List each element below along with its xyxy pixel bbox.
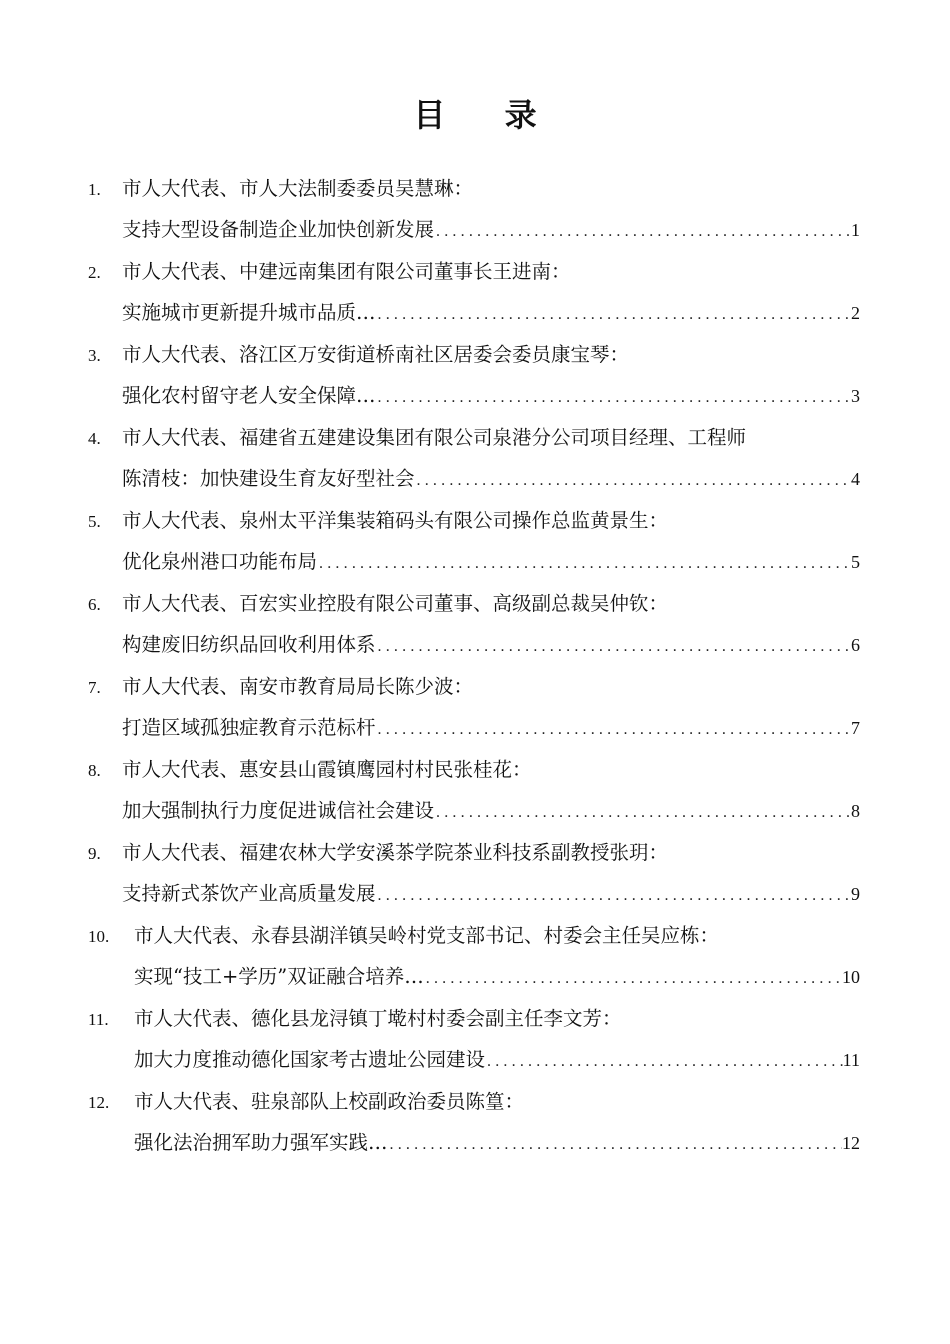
toc-entry-10[interactable]: [88, 915, 860, 998]
dot-leader: [317, 543, 851, 584]
entry-heading: 市人大代表、驻泉部队上校副政治委员陈篁：: [134, 1090, 525, 1113]
toc-entry-7[interactable]: [88, 666, 860, 749]
toc-entry-5[interactable]: [88, 500, 860, 583]
dot-leader: [376, 875, 851, 916]
entry-subtitle: 强化农村留守老人安全保障…: [122, 384, 376, 407]
entry-subtitle: 支持大型设备制造企业加快创新发展: [122, 218, 435, 241]
dot-leader: [424, 958, 842, 999]
dot-leader: [376, 294, 851, 335]
entry-page-number: 2: [851, 303, 860, 323]
entry-subtitle: 优化泉州港口功能布局: [122, 550, 318, 573]
entry-number: 2.: [88, 263, 101, 282]
dot-leader: [376, 626, 851, 667]
entry-page-number: 7: [851, 718, 860, 738]
entry-subtitle: 支持新式茶饮产业高质量发展: [122, 882, 376, 905]
entry-heading: 市人大代表、福建省五建建设集团有限公司泉港分公司项目经理、工程师: [122, 426, 747, 449]
toc-entry-12[interactable]: [88, 1081, 860, 1164]
entry-heading: 市人大代表、南安市教育局局长陈少波：: [122, 675, 474, 698]
entry-heading: 市人大代表、市人大法制委委员吴慧琳：: [122, 177, 474, 200]
entry-heading: 市人大代表、洛江区万安街道桥南社区居委会委员康宝琴：: [122, 343, 630, 366]
entry-number: 11.: [88, 1010, 109, 1029]
entry-heading: 市人大代表、惠安县山霞镇鹰园村村民张桂花：: [122, 758, 532, 781]
toc-entry-11[interactable]: [88, 998, 860, 1081]
entry-heading: 市人大代表、福建农林大学安溪茶学院茶业科技系副教授张玥：: [122, 841, 669, 864]
toc-entry-3[interactable]: [88, 334, 860, 417]
dot-leader: [376, 709, 851, 750]
entry-heading: 市人大代表、泉州太平洋集装箱码头有限公司操作总监黄景生：: [122, 509, 669, 532]
toc-entry-8[interactable]: [88, 749, 860, 832]
page-title: 目 录: [413, 96, 561, 134]
toc-entry-6[interactable]: [88, 583, 860, 666]
entry-heading: 市人大代表、德化县龙浔镇丁墘村村委会副主任李文芳：: [134, 1007, 622, 1030]
entry-subtitle: 加大强制执行力度促进诚信社会建设: [122, 799, 435, 822]
entry-page-number: 10: [842, 967, 860, 987]
toc-entry-2[interactable]: [88, 251, 860, 334]
dot-leader: [434, 792, 851, 833]
entry-page-number: 4: [851, 469, 860, 489]
entry-page-number: 6: [851, 635, 860, 655]
entry-number: 10.: [88, 927, 110, 946]
entry-number: 1.: [88, 180, 101, 199]
toc-entry-9[interactable]: [88, 832, 860, 915]
entry-page-number: 5: [851, 552, 860, 572]
entry-number: 3.: [88, 346, 101, 365]
entry-heading: 市人大代表、永春县湖洋镇吴岭村党支部书记、村委会主任吴应栋：: [134, 924, 720, 947]
dot-leader: [415, 460, 851, 501]
entry-heading: 市人大代表、中建远南集团有限公司董事长王进南：: [122, 260, 571, 283]
entry-page-number: 11: [842, 1050, 860, 1070]
entry-number: 5.: [88, 512, 101, 531]
dot-leader: [376, 377, 851, 418]
entry-subtitle: 陈清枝：加快建设生育友好型社会: [122, 467, 415, 490]
entry-subtitle: 打造区域孤独症教育示范标杆: [122, 716, 376, 739]
dot-leader: [388, 1124, 842, 1165]
entry-number: 7.: [88, 678, 101, 697]
entry-heading: 市人大代表、百宏实业控股有限公司董事、高级副总裁吴仲钦：: [122, 592, 669, 615]
toc-entry-4[interactable]: [88, 417, 860, 500]
entry-subtitle: 强化法治拥军助力强军实践…: [134, 1131, 388, 1154]
entry-number: 9.: [88, 844, 101, 863]
entry-subtitle: 构建废旧纺织品回收利用体系: [122, 633, 376, 656]
dot-leader: [434, 211, 851, 252]
entry-subtitle: 加大力度推动德化国家考古遗址公园建设: [134, 1048, 486, 1071]
entry-page-number: 9: [851, 884, 860, 904]
entry-subtitle: 实现“技工+学历”双证融合培养…: [134, 965, 424, 988]
entry-page-number: 3: [851, 386, 860, 406]
table-of-contents: [88, 168, 860, 1164]
entry-page-number: 1: [851, 220, 860, 240]
entry-subtitle: 实施城市更新提升城市品质…: [122, 301, 376, 324]
toc-entry-1[interactable]: [88, 168, 860, 251]
entry-number: 12.: [88, 1093, 110, 1112]
entry-number: 6.: [88, 595, 101, 614]
entry-number: 4.: [88, 429, 101, 448]
entry-number: 8.: [88, 761, 101, 780]
entry-page-number: 12: [842, 1133, 860, 1153]
entry-page-number: 8: [851, 801, 860, 821]
dot-leader: [485, 1041, 843, 1082]
